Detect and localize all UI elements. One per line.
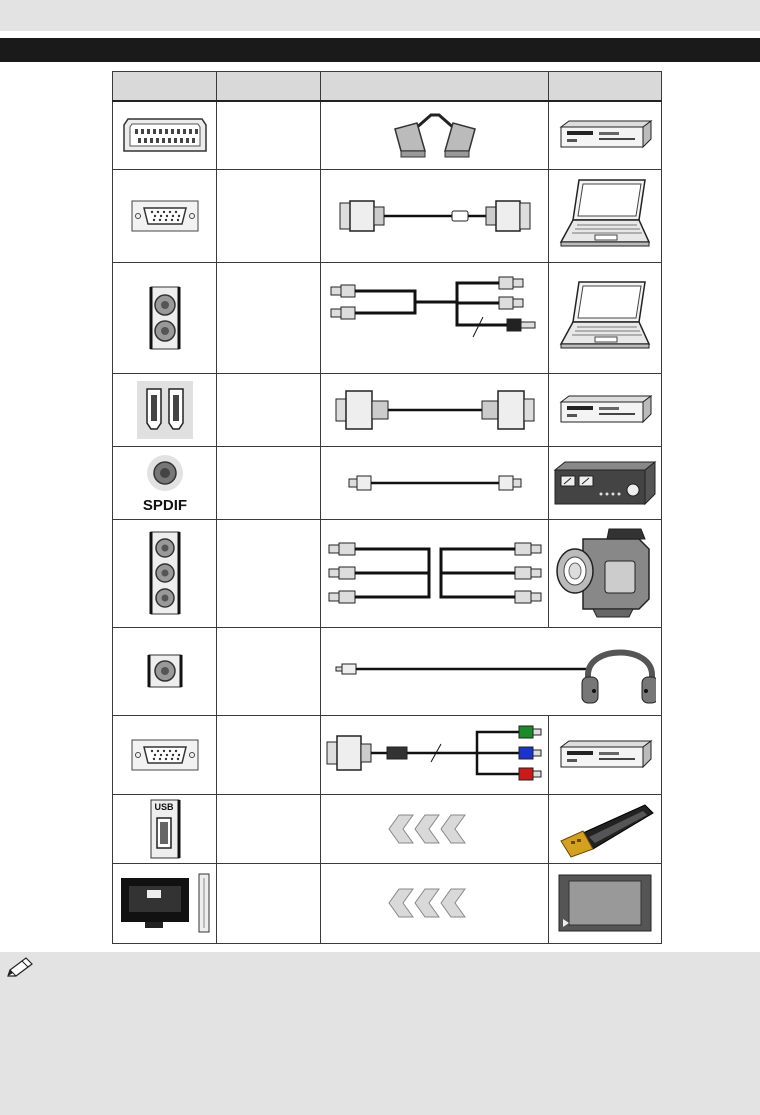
hdmi-cable-icon bbox=[330, 385, 540, 435]
insert-arrows-icon bbox=[387, 885, 483, 921]
amplifier-icon bbox=[551, 458, 659, 508]
camcorder-icon bbox=[553, 525, 657, 621]
connector-cell bbox=[113, 262, 217, 373]
cable-cell bbox=[321, 715, 549, 794]
headphone-cable-icon bbox=[326, 631, 656, 711]
type-cell bbox=[217, 262, 321, 373]
cable-cell bbox=[321, 169, 549, 262]
device-cell bbox=[549, 519, 662, 627]
device-cell bbox=[549, 373, 662, 446]
laptop-icon bbox=[555, 278, 655, 358]
table-row bbox=[113, 373, 662, 446]
cable-cell bbox=[321, 101, 549, 169]
dvd-player-icon bbox=[555, 392, 655, 428]
section-title-bar bbox=[0, 38, 760, 62]
table-header-row bbox=[113, 72, 662, 102]
cable-cell bbox=[321, 519, 549, 627]
device-cell bbox=[549, 863, 662, 943]
connector-cell bbox=[113, 169, 217, 262]
type-cell bbox=[217, 169, 321, 262]
table-row bbox=[113, 794, 662, 863]
top-band bbox=[0, 0, 760, 31]
device-cell bbox=[549, 794, 662, 863]
audio-in-socket-icon bbox=[145, 283, 185, 353]
table-row bbox=[113, 715, 662, 794]
connector-cell bbox=[113, 101, 217, 169]
table-row bbox=[113, 101, 662, 169]
headphone-socket-icon bbox=[143, 651, 187, 691]
laptop-icon bbox=[555, 176, 655, 256]
table-row bbox=[113, 519, 662, 627]
connector-cell bbox=[113, 794, 217, 863]
connector-cell bbox=[113, 373, 217, 446]
spdif-label: SPDIF bbox=[142, 496, 187, 514]
device-cell bbox=[549, 169, 662, 262]
table-row bbox=[113, 446, 662, 519]
scart-socket-icon bbox=[122, 115, 208, 155]
insert-arrows-icon bbox=[387, 811, 483, 847]
device-cell bbox=[549, 101, 662, 169]
dvd-player-icon bbox=[555, 737, 655, 773]
type-cell bbox=[217, 446, 321, 519]
usb-stick-icon bbox=[553, 799, 657, 859]
av-rca-cable-icon bbox=[323, 533, 547, 613]
connections-table bbox=[112, 71, 662, 944]
type-cell bbox=[217, 373, 321, 446]
header-device bbox=[549, 72, 662, 102]
cable-cell bbox=[321, 446, 549, 519]
cam-module-icon bbox=[555, 871, 655, 935]
connector-cell bbox=[113, 519, 217, 627]
hdmi-socket-icon bbox=[135, 379, 195, 441]
type-cell bbox=[217, 519, 321, 627]
table-row bbox=[113, 863, 662, 943]
audio-rca-to-jack-cable-icon bbox=[323, 273, 547, 363]
headphones-icon bbox=[582, 653, 656, 704]
connector-cell bbox=[113, 863, 217, 943]
connector-cell bbox=[113, 446, 217, 519]
type-cell bbox=[217, 863, 321, 943]
connector-cell bbox=[113, 715, 217, 794]
vga-socket-icon bbox=[130, 199, 200, 233]
usb-socket-icon bbox=[145, 798, 185, 860]
cable-cell bbox=[321, 794, 549, 863]
usb-label: USB bbox=[153, 801, 174, 812]
cable-cell bbox=[321, 627, 662, 715]
note-area bbox=[0, 952, 760, 1115]
ci-slot-icon bbox=[117, 872, 213, 934]
spdif-socket-icon bbox=[125, 451, 205, 515]
av-socket-icon bbox=[145, 528, 185, 618]
cable-cell bbox=[321, 373, 549, 446]
header-connector bbox=[113, 72, 217, 102]
scart-cable-icon bbox=[335, 105, 535, 165]
vga-cable-icon bbox=[330, 191, 540, 241]
header-cable bbox=[321, 72, 549, 102]
type-cell bbox=[217, 794, 321, 863]
type-cell bbox=[217, 715, 321, 794]
vga-to-component-cable-icon bbox=[323, 720, 547, 790]
cable-cell bbox=[321, 262, 549, 373]
dvd-player-icon bbox=[555, 117, 655, 153]
device-cell bbox=[549, 262, 662, 373]
table-row bbox=[113, 262, 662, 373]
device-cell bbox=[549, 715, 662, 794]
table-row bbox=[113, 627, 662, 715]
cable-cell bbox=[321, 863, 549, 943]
pencil-note-icon bbox=[4, 956, 34, 980]
type-cell bbox=[217, 101, 321, 169]
header-type bbox=[217, 72, 321, 102]
coaxial-cable-icon bbox=[335, 463, 535, 503]
table-row bbox=[113, 169, 662, 262]
type-cell bbox=[217, 627, 321, 715]
connector-cell bbox=[113, 627, 217, 715]
device-cell bbox=[549, 446, 662, 519]
ypbpr-vga-socket-icon bbox=[130, 738, 200, 772]
